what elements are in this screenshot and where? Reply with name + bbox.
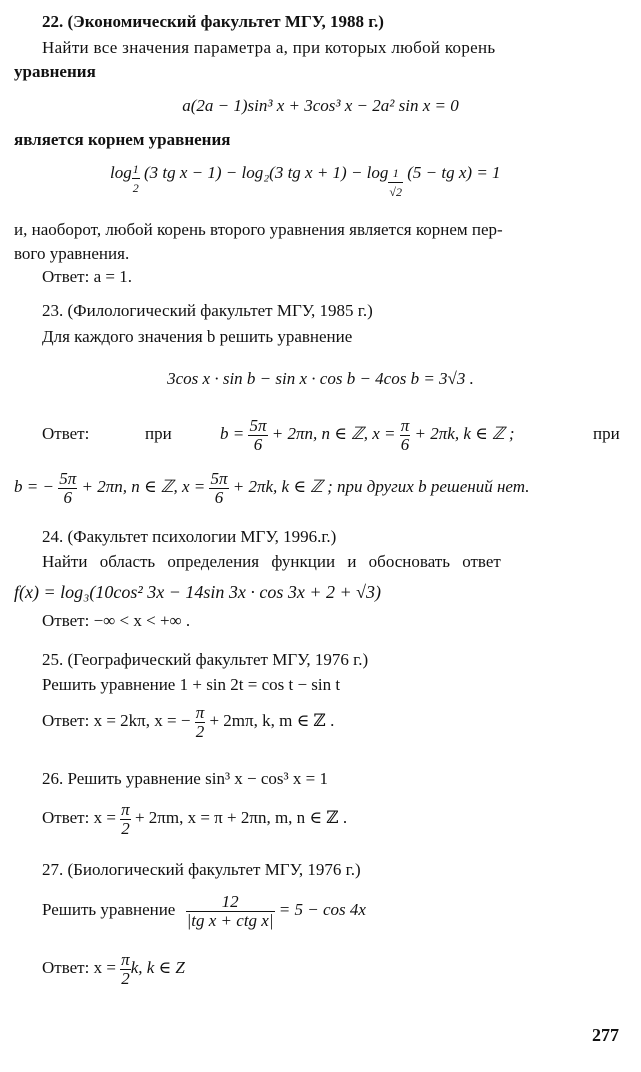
frac-num: π	[121, 949, 130, 969]
problem-23-equation: 3cos x · sin b − sin x · cos b − 4cos b = 3√3 .	[167, 369, 474, 388]
ans-frac	[120, 801, 131, 838]
problem-22-text-2: является корнем уравнения	[14, 130, 231, 149]
problem-24-text: Найти область определения функции и обосновать ответ	[42, 552, 501, 571]
problem-23-text: Для каждого значения b решить уравнение	[42, 327, 353, 346]
frac-num: π	[195, 702, 205, 722]
problem-27-rhs: = 5 − cos 4x	[278, 900, 366, 919]
frac-den: 6	[253, 434, 263, 454]
problem-25-answer	[42, 699, 334, 743]
frac-den: 6	[214, 487, 224, 507]
problem-22-text-cont: уравнения	[14, 62, 96, 81]
problem-27-answer	[42, 946, 185, 990]
page-number: 277	[592, 1025, 619, 1045]
frac-num: π	[121, 799, 130, 819]
frac-num: π	[400, 415, 410, 435]
problem-22-text-3: и, наоборот, любой корень второго уравнения является корнем пер-	[14, 220, 503, 239]
problem-22-title: 22. (Экономический факультет МГУ, 1988 г.)	[42, 12, 384, 31]
problem-23-answer-pri-2: при	[593, 424, 620, 443]
ans2-frac-2	[209, 470, 228, 507]
problem-23-answer-label: Ответ:	[42, 424, 90, 443]
problem-25-title: 25. (Географический факультет МГУ, 1976 г.)	[42, 650, 369, 669]
frac-num: 5π	[59, 468, 77, 488]
problem-27-fraction	[186, 893, 275, 930]
problem-23-answer-2	[14, 465, 529, 509]
eq2-end: (5 − tg x) = 1	[407, 163, 501, 182]
ans-b: + 2πm, x = π + 2πn, m, n ∈ ℤ .	[134, 808, 348, 827]
frac-num: 5π	[210, 468, 228, 488]
frac-num: 1	[132, 160, 140, 179]
eq2-base-fraction-2	[388, 164, 403, 201]
ans2-frac-1	[58, 470, 77, 507]
ans2-a: b = −	[14, 477, 54, 496]
problem-22-text-4: вого уравнения.	[14, 244, 130, 263]
problem-22-equation-1: a(2a − 1)sin³ x + 3cos³ x − 2a² sin x = 0	[182, 96, 459, 115]
problem-24-equation: f(x) = log₃(10cos² 3x − 14sin 3x · cos 3x + 2 + √3)	[14, 582, 382, 602]
frac-den: 6	[63, 487, 72, 507]
frac-num: 1	[388, 164, 403, 183]
problem-24-title: 24. (Факультет психологии МГУ, 1996.г.)	[42, 527, 337, 546]
frac-den: 2	[121, 818, 130, 838]
ans-b: k, k ∈ Z	[130, 958, 185, 977]
frac-den: 2	[132, 181, 139, 195]
ans-a: Ответ: x =	[42, 958, 116, 977]
ans1-c: + 2πk, k ∈ ℤ ;	[414, 424, 515, 443]
problem-22-text: Найти все значения параметра a, при которых любой корень	[42, 38, 496, 57]
frac-den: 6	[400, 434, 410, 454]
frac-den: 2	[121, 968, 130, 988]
ans1-a: b =	[220, 424, 245, 443]
ans1-frac-1	[248, 417, 267, 454]
problem-27-equation	[42, 886, 366, 934]
frac-num: 12	[186, 893, 275, 912]
frac-den: |tg x + ctg x|	[186, 910, 274, 930]
ans-a: Ответ: x =	[42, 808, 116, 827]
frac-den: √2	[389, 185, 403, 199]
ans2-c: + 2πk, k ∈ ℤ ; при других b решений нет.	[232, 477, 530, 496]
ans-b: + 2mπ, k, m ∈ ℤ .	[209, 711, 335, 730]
eq2-log1: log	[110, 163, 132, 182]
ans1-frac-2	[400, 417, 411, 454]
problem-25-text: Решить уравнение 1 + sin 2t = cos t − sin t	[42, 675, 341, 694]
ans1-b: + 2πn, n ∈ ℤ, x =	[271, 424, 396, 443]
problem-24-answer: Ответ: −∞ < x < +∞ .	[42, 611, 191, 630]
ans-frac	[120, 951, 131, 988]
problem-26-answer	[42, 796, 347, 840]
ans-frac	[195, 704, 206, 741]
problem-22-equation-2	[110, 160, 501, 201]
eq2-base-fraction-1	[132, 160, 140, 197]
problem-22-answer: Ответ: a = 1.	[42, 267, 132, 286]
problem-23-answer-pri: при	[145, 424, 172, 443]
frac-den: 2	[195, 721, 205, 741]
problem-23-title: 23. (Филологический факультет МГУ, 1985 г.)	[42, 301, 373, 320]
problem-27-title: 27. (Биологический факультет МГУ, 1976 г.)	[42, 860, 361, 879]
frac-num: 5π	[249, 415, 267, 435]
problem-26-title: 26. Решить уравнение sin³ x − cos³ x = 1	[42, 769, 328, 788]
ans-a: Ответ: x = 2kπ, x = −	[42, 711, 191, 730]
ans2-b: + 2πn, n ∈ ℤ, x =	[81, 477, 206, 496]
problem-23-answer-1	[220, 412, 515, 456]
eq2-middle: (3 tg x − 1) − log₂(3 tg x + 1) − log	[143, 163, 389, 182]
problem-27-text: Решить уравнение	[42, 900, 176, 919]
